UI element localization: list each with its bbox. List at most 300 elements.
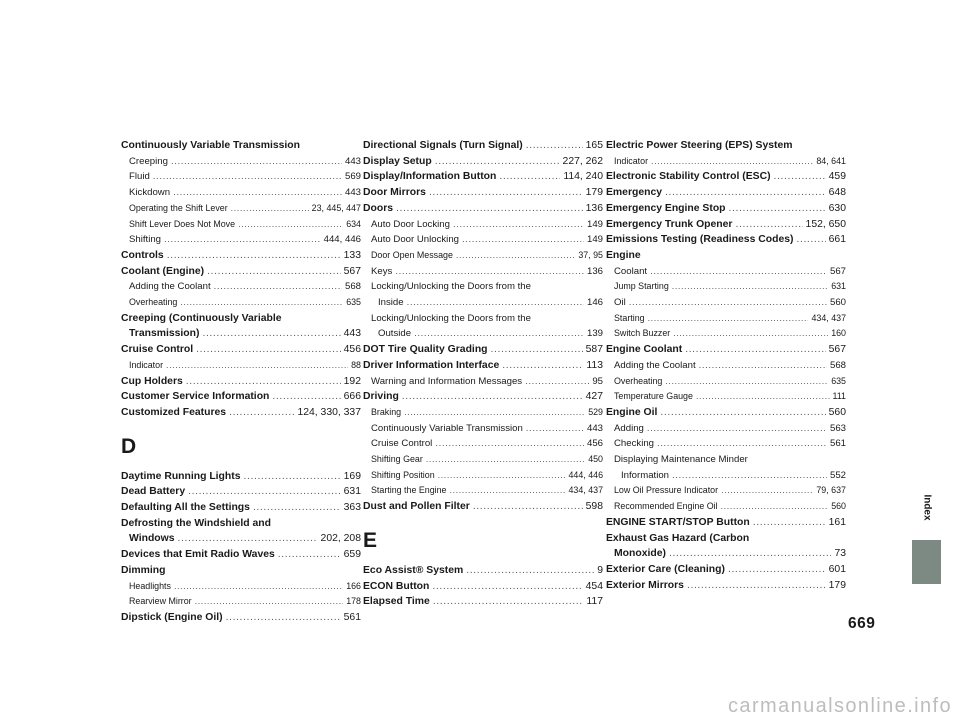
entry-page-ref[interactable]: 113: [586, 359, 603, 371]
dot-leader: [188, 484, 341, 500]
entry-term: Jump Starting: [614, 281, 669, 292]
index-subentry: [363, 421, 603, 437]
index-subentry: [606, 358, 846, 374]
dot-leader: [450, 483, 566, 499]
index-entry: [363, 358, 603, 374]
entry-term: Emergency Engine Stop: [606, 202, 726, 214]
entry-term: Shifting: [129, 234, 161, 246]
dot-leader: [665, 185, 826, 201]
entry-term: Starting: [614, 312, 645, 323]
index-entry: [606, 248, 846, 264]
entry-term: Continuously Variable Transmission: [371, 422, 523, 434]
index-subentry: [363, 436, 603, 452]
entry-page-ref[interactable]: 79, 637: [816, 485, 846, 496]
entry-term: Adding: [614, 422, 644, 434]
dot-leader: [180, 295, 343, 311]
entry-page-ref[interactable]: 569: [344, 171, 361, 183]
entry-page-ref[interactable]: 169: [343, 470, 361, 482]
index-subentry: [121, 185, 361, 201]
entry-term: DOT Tire Quality Grading: [363, 344, 488, 356]
dot-leader: [648, 311, 809, 327]
index-subentry: [121, 154, 361, 170]
entry-term: Exhaust Gas Hazard (Carbon: [606, 532, 750, 544]
entry-term: Shift Lever Does Not Move: [129, 218, 236, 229]
entry-term: Shifting Gear: [371, 454, 423, 465]
dot-leader: [433, 594, 584, 610]
page-number: 669: [848, 615, 876, 632]
index-subentry: [121, 169, 361, 185]
dot-leader: [402, 389, 583, 405]
entry-page-ref[interactable]: 363: [343, 502, 361, 514]
entry-term: Defrosting the Windshield and: [121, 517, 271, 529]
index-entry: [363, 579, 603, 595]
entry-term: Starting the Engine: [371, 485, 447, 496]
dot-leader: [153, 169, 342, 185]
entry-page-ref[interactable]: 456: [586, 438, 603, 450]
index-subentry: [121, 579, 361, 595]
entry-term: ENGINE START/STOP Button: [606, 516, 750, 528]
dot-leader: [473, 499, 583, 515]
index-entry: [606, 405, 846, 421]
index-entry: [363, 138, 603, 154]
entry-term: Elapsed Time: [363, 596, 430, 608]
entry-term: Driving: [363, 391, 399, 403]
entry-term: Operating the Shift Lever: [129, 202, 228, 213]
entry-term: Creeping (Continuously Variable: [121, 312, 282, 324]
entry-page-ref[interactable]: 111: [832, 391, 846, 402]
dot-leader: [173, 185, 342, 201]
dot-leader: [435, 154, 560, 170]
entry-page-ref[interactable]: 192: [343, 375, 361, 387]
entry-term: Adding the Coolant: [614, 359, 696, 371]
index-entry: [121, 264, 361, 280]
entry-term: Dust and Pollen Filter: [363, 501, 470, 513]
index-entry: [121, 547, 361, 563]
entry-term: Display/Information Button: [363, 171, 497, 183]
entry-term: Emergency Trunk Opener: [606, 218, 733, 230]
entry-page-ref[interactable]: 139: [586, 328, 603, 340]
entry-term: Fluid: [129, 171, 150, 183]
entry-term: Indicator: [614, 155, 649, 166]
entry-page-ref[interactable]: 634: [346, 218, 361, 229]
entry-term: Outside: [378, 328, 412, 340]
dot-leader: [735, 217, 802, 233]
entry-term: Shifting Position: [371, 469, 435, 480]
entry-page-ref[interactable]: 152, 650: [805, 218, 846, 230]
entry-term: Exterior Mirrors: [606, 579, 684, 591]
entry-term: Controls: [121, 249, 164, 261]
index-entry: [363, 563, 603, 579]
index-subentry: [121, 358, 361, 374]
entry-term: Rearview Mirror: [129, 596, 192, 607]
entry-term: Driver Information Interface: [363, 359, 500, 371]
index-subentry: [121, 279, 361, 295]
dot-leader: [453, 217, 584, 233]
index-column-2: [363, 138, 603, 610]
entry-term: Display Setup: [363, 155, 432, 167]
entry-term: Defaulting All the Settings: [121, 502, 250, 514]
index-subentry: [606, 279, 846, 295]
dot-leader: [729, 201, 826, 217]
dot-leader: [721, 499, 829, 515]
entry-term: Low Oil Pressure Indicator: [614, 485, 719, 496]
entry-term: Indicator: [129, 359, 164, 370]
entry-page-ref[interactable]: 648: [828, 187, 846, 199]
entry-page-ref[interactable]: 444, 446: [323, 234, 361, 246]
index-entry: [121, 389, 361, 405]
index-entry: [606, 515, 846, 531]
index-subentry: [121, 217, 361, 233]
entry-term: Creeping: [129, 155, 168, 167]
entry-term: Door Mirrors: [363, 187, 426, 199]
index-entry: [121, 248, 361, 264]
dot-leader: [166, 358, 348, 374]
entry-page-ref[interactable]: 567: [828, 344, 846, 356]
entry-page-ref[interactable]: 630: [828, 202, 846, 214]
entry-term: Electronic Stability Control (ESC): [606, 171, 771, 183]
dot-leader: [672, 468, 827, 484]
dot-leader: [244, 469, 341, 485]
entry-page-ref[interactable]: 73: [834, 548, 846, 560]
entry-term: Inside: [378, 297, 404, 309]
entry-page-ref[interactable]: 659: [343, 549, 361, 561]
entry-page-ref[interactable]: 84, 641: [816, 155, 846, 166]
entry-term: Engine Oil: [606, 406, 658, 418]
entry-page-ref[interactable]: 529: [588, 406, 603, 417]
entry-page-ref[interactable]: 179: [585, 187, 603, 199]
index-entry: [121, 484, 361, 500]
entry-page-ref[interactable]: 227, 262: [562, 155, 603, 167]
entry-term: Customer Service Information: [121, 391, 270, 403]
entry-page-ref[interactable]: 561: [343, 611, 361, 623]
index-entry: [363, 499, 603, 515]
entry-page-ref[interactable]: 444, 446: [568, 469, 603, 480]
dot-leader: [673, 326, 828, 342]
entry-page-ref[interactable]: 450: [588, 454, 603, 465]
index-entry: [606, 232, 846, 248]
entry-term: Displaying Maintenance Minder: [614, 454, 748, 466]
entry-page-ref[interactable]: 568: [829, 359, 846, 371]
dot-leader: [167, 248, 341, 264]
index-entry: [121, 516, 361, 532]
dot-leader: [753, 515, 826, 531]
index-entry: [121, 500, 361, 516]
dot-leader: [672, 279, 828, 295]
entry-term: Eco Assist® System: [363, 564, 464, 576]
dot-leader: [502, 358, 583, 374]
entry-page-ref[interactable]: 161: [828, 516, 846, 528]
entry-term: Checking: [614, 438, 654, 450]
entry-term: Cup Holders: [121, 375, 183, 387]
entry-page-ref[interactable]: 165: [585, 140, 603, 151]
dot-leader: [525, 374, 589, 390]
entry-page-ref[interactable]: 179: [828, 579, 846, 591]
entry-term: Door Open Message: [371, 249, 453, 260]
entry-term: Locking/Unlocking the Doors from the: [371, 312, 531, 324]
index-entry: [606, 185, 846, 201]
entry-term: Dipstick (Engine Oil): [121, 611, 223, 623]
entry-term: Engine Coolant: [606, 344, 683, 356]
entry-page-ref[interactable]: 635: [831, 375, 846, 386]
index-entry: [363, 594, 603, 610]
entry-page-ref[interactable]: 631: [831, 281, 846, 292]
index-subentry: [606, 311, 846, 327]
entry-page-ref[interactable]: 146: [586, 297, 603, 309]
entry-term: Information: [621, 469, 669, 481]
entry-page-ref[interactable]: 459: [828, 171, 846, 183]
dot-leader: [226, 610, 341, 626]
entry-page-ref[interactable]: 124, 330, 337: [297, 406, 361, 418]
index-subentry: [363, 468, 603, 484]
entry-page-ref[interactable]: 434, 437: [811, 312, 846, 323]
dot-leader: [429, 185, 583, 201]
dot-leader: [278, 547, 341, 563]
entry-page-ref[interactable]: 443: [344, 155, 361, 167]
dot-leader: [499, 169, 560, 185]
entry-page-ref[interactable]: 117: [586, 596, 603, 608]
index-entry: [363, 169, 603, 185]
entry-page-ref[interactable]: 635: [346, 297, 361, 308]
entry-term: Cruise Control: [371, 438, 433, 450]
entry-term: Overheating: [129, 297, 178, 308]
dot-leader: [665, 374, 828, 390]
entry-term: Daytime Running Lights: [121, 470, 241, 482]
entry-term: Cruise Control: [121, 344, 194, 356]
entry-page-ref[interactable]: 454: [585, 580, 603, 592]
index-column-3: [606, 138, 846, 593]
dot-leader: [796, 232, 825, 248]
index-entry: [121, 405, 361, 421]
entry-term: Customized Features: [121, 406, 227, 418]
entry-term: Recommended Engine Oil: [614, 501, 718, 512]
entry-page-ref[interactable]: 443: [344, 187, 361, 199]
dot-leader: [214, 279, 342, 295]
index-subentry: [363, 232, 603, 248]
entry-page-ref[interactable]: 149: [586, 218, 603, 230]
index-entry: [121, 563, 361, 579]
dot-leader: [699, 358, 827, 374]
entry-page-ref[interactable]: 661: [828, 234, 846, 246]
dot-leader: [462, 232, 584, 248]
index-subentry: [363, 326, 603, 342]
dot-leader: [178, 531, 318, 547]
dot-leader: [647, 421, 827, 437]
index-entry: [363, 342, 603, 358]
index-entry: [121, 311, 361, 327]
dot-leader: [438, 468, 566, 484]
index-entry: [363, 185, 603, 201]
index-subentry: [606, 374, 846, 390]
dot-leader: [721, 483, 813, 499]
index-entry: [121, 469, 361, 485]
entry-term: Locking/Unlocking the Doors from the: [371, 281, 531, 293]
dot-leader: [466, 563, 594, 579]
dot-leader: [231, 201, 309, 217]
index-entry: [606, 562, 846, 578]
index-subentry: [606, 468, 846, 484]
index-subentry: [363, 279, 603, 295]
entry-term: Continuously Variable Transmission: [121, 140, 300, 151]
index-entry: [606, 169, 846, 185]
entry-page-ref[interactable]: 23, 445, 447: [311, 202, 361, 213]
entry-term: Auto Door Locking: [371, 218, 450, 230]
index-entry: [606, 546, 846, 562]
entry-page-ref[interactable]: 666: [343, 391, 361, 403]
entry-term: Braking: [371, 406, 402, 417]
dot-leader: [253, 500, 341, 516]
dot-leader: [202, 326, 340, 342]
entry-term: Windows: [129, 533, 175, 545]
dot-leader: [238, 217, 343, 233]
dot-leader: [196, 342, 340, 358]
entry-page-ref[interactable]: 598: [585, 501, 603, 513]
index-subentry: [121, 232, 361, 248]
index-subentry: [606, 295, 846, 311]
index-entry: [363, 201, 603, 217]
entry-page-ref[interactable]: 434, 437: [568, 485, 603, 496]
dot-leader: [435, 436, 584, 452]
index-entry: [363, 154, 603, 170]
entry-page-ref[interactable]: 178: [346, 596, 361, 607]
entry-page-ref[interactable]: 88: [351, 359, 361, 370]
entry-page-ref[interactable]: 456: [343, 344, 361, 356]
dot-leader: [669, 546, 831, 562]
entry-page-ref[interactable]: 202, 208: [320, 533, 361, 545]
entry-page-ref[interactable]: 9: [597, 564, 603, 576]
index-column-1: [121, 138, 361, 626]
entry-page-ref[interactable]: 114, 240: [563, 171, 603, 183]
index-section-tab: [912, 540, 941, 584]
index-entry: [606, 342, 846, 358]
dot-leader: [685, 342, 825, 358]
index-subentry: [363, 452, 603, 468]
entry-page-ref[interactable]: 136: [585, 202, 603, 214]
entry-term: Directional Signals (Turn Signal): [363, 140, 523, 151]
entry-page-ref[interactable]: 560: [828, 406, 846, 418]
index-subentry: [363, 217, 603, 233]
dot-leader: [629, 295, 827, 311]
entry-page-ref[interactable]: 567: [343, 265, 361, 277]
index-subentry: [606, 436, 846, 452]
dot-leader: [395, 264, 584, 280]
dot-leader: [728, 562, 826, 578]
index-entry: [121, 138, 361, 154]
index-entry: [606, 531, 846, 547]
entry-page-ref[interactable]: 560: [829, 297, 846, 309]
index-subentry: [606, 154, 846, 170]
index-entry: [121, 531, 361, 547]
dot-leader: [687, 578, 826, 594]
entry-term: Overheating: [614, 375, 663, 386]
entry-term: Emergency: [606, 187, 663, 199]
entry-page-ref[interactable]: 133: [343, 249, 361, 261]
entry-page-ref[interactable]: 601: [828, 563, 846, 575]
entry-term: Dead Battery: [121, 486, 186, 498]
section-letter-heading: E: [363, 528, 378, 552]
entry-term: Devices that Emit Radio Waves: [121, 549, 275, 561]
index-entry: [606, 201, 846, 217]
index-subentry: [121, 295, 361, 311]
entry-term: Engine: [606, 249, 641, 261]
entry-page-ref[interactable]: 587: [585, 344, 603, 356]
entry-term: Headlights: [129, 580, 171, 591]
entry-term: Transmission): [129, 328, 200, 340]
index-section-label: Index: [921, 494, 933, 521]
entry-page-ref[interactable]: 443: [586, 422, 603, 434]
dot-leader: [174, 579, 343, 595]
entry-term: Keys: [371, 265, 393, 277]
dot-leader: [526, 138, 583, 154]
entry-page-ref[interactable]: 631: [343, 486, 361, 498]
dot-leader: [171, 154, 342, 170]
entry-page-ref[interactable]: 552: [829, 469, 846, 481]
dot-leader: [650, 264, 827, 280]
dot-leader: [407, 295, 584, 311]
entry-term: Warning and Information Messages: [371, 375, 523, 387]
entry-page-ref[interactable]: 567: [829, 265, 846, 277]
index-entry: [363, 389, 603, 405]
dot-leader: [696, 389, 830, 405]
index-subentry: [363, 295, 603, 311]
entry-page-ref[interactable]: 136: [586, 265, 603, 277]
index-subentry: [606, 452, 846, 468]
entry-term: ECON Button: [363, 580, 430, 592]
dot-leader: [774, 169, 826, 185]
dot-leader: [396, 201, 583, 217]
index-entry: [121, 374, 361, 390]
index-subentry: [606, 499, 846, 515]
index-subentry: [363, 483, 603, 499]
entry-page-ref[interactable]: 166: [346, 580, 361, 591]
entry-page-ref[interactable]: 560: [831, 501, 846, 512]
entry-page-ref[interactable]: 149: [586, 234, 603, 246]
entry-term: Doors: [363, 202, 394, 214]
entry-term: Monoxide): [614, 548, 666, 560]
entry-term: Dimming: [121, 564, 166, 576]
entry-page-ref[interactable]: 37, 95: [578, 249, 603, 260]
index-entry: [606, 217, 846, 233]
index-entry: [121, 342, 361, 358]
entry-term: Temperature Gauge: [614, 391, 693, 402]
index-entry: [121, 610, 361, 626]
dot-leader: [229, 405, 294, 421]
entry-term: Electric Power Steering (EPS) System: [606, 140, 793, 151]
entry-term: Switch Buzzer: [614, 328, 671, 339]
watermark: carmanualsonline.info: [728, 695, 952, 717]
dot-leader: [456, 248, 575, 264]
entry-page-ref[interactable]: 563: [829, 422, 846, 434]
dot-leader: [195, 594, 344, 610]
index-subentry: [363, 264, 603, 280]
index-entry: [606, 138, 846, 154]
entry-page-ref[interactable]: 95: [592, 375, 603, 387]
entry-term: Auto Door Unlocking: [371, 234, 459, 246]
entry-page-ref[interactable]: 568: [344, 281, 361, 293]
index-subentry: [363, 248, 603, 264]
entry-page-ref[interactable]: 561: [829, 438, 846, 450]
entry-term: Adding the Coolant: [129, 281, 211, 293]
dot-leader: [404, 405, 585, 421]
index-subentry: [606, 326, 846, 342]
dot-leader: [651, 154, 813, 170]
index-subentry: [121, 201, 361, 217]
entry-page-ref[interactable]: 427: [585, 391, 603, 403]
dot-leader: [426, 452, 585, 468]
entry-term: Oil: [614, 297, 626, 309]
entry-page-ref[interactable]: 160: [831, 328, 846, 339]
index-entry: [121, 326, 361, 342]
entry-page-ref[interactable]: 443: [343, 328, 361, 340]
